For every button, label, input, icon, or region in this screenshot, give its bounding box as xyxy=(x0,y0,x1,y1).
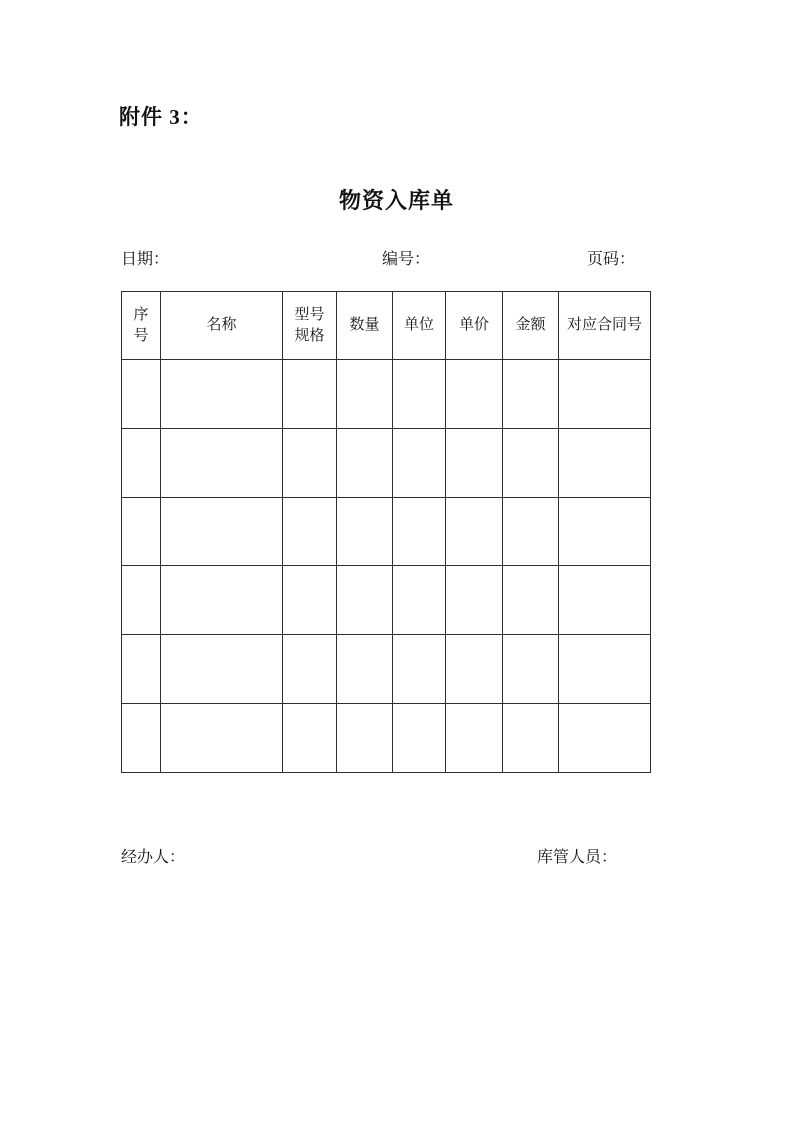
entry-table-header xyxy=(122,292,651,360)
number-label: 编号： xyxy=(382,251,431,268)
table-cell xyxy=(283,428,337,497)
table-cell xyxy=(503,635,559,704)
table-row xyxy=(122,703,651,772)
header-cell-name: 名称 xyxy=(161,292,283,360)
table-cell xyxy=(122,360,161,429)
table-row xyxy=(122,566,651,635)
table-row xyxy=(122,360,651,429)
table-cell xyxy=(337,360,393,429)
table-cell xyxy=(503,566,559,635)
handler-label: 经办人： xyxy=(121,849,186,866)
page-number-label: 页码： xyxy=(587,251,636,268)
table-cell xyxy=(122,428,161,497)
table-cell xyxy=(337,428,393,497)
table-cell xyxy=(122,497,161,566)
header-cell-unit: 单位 xyxy=(393,292,446,360)
header-cell-unit-price: 单价 xyxy=(446,292,503,360)
table-row xyxy=(122,497,651,566)
table-cell xyxy=(446,428,503,497)
date-label: 日期： xyxy=(121,251,170,268)
table-cell xyxy=(503,360,559,429)
table-cell xyxy=(559,360,651,429)
table-cell xyxy=(559,428,651,497)
table-cell xyxy=(161,360,283,429)
table-cell xyxy=(446,566,503,635)
table-cell xyxy=(161,497,283,566)
table-cell xyxy=(283,497,337,566)
table-cell xyxy=(283,703,337,772)
table-cell xyxy=(559,497,651,566)
table-cell xyxy=(161,428,283,497)
table-cell xyxy=(122,635,161,704)
table-header-row xyxy=(122,292,651,360)
footer-row xyxy=(0,844,793,868)
table-cell xyxy=(559,566,651,635)
header-cell-model-spec: 型号规格 xyxy=(283,292,337,360)
table-cell xyxy=(337,635,393,704)
table-cell xyxy=(446,497,503,566)
table-cell xyxy=(559,635,651,704)
table-cell xyxy=(337,497,393,566)
header-cell-amount: 金额 xyxy=(503,292,559,360)
table-cell xyxy=(283,360,337,429)
table-cell xyxy=(503,428,559,497)
table-cell xyxy=(393,635,446,704)
table-cell xyxy=(503,497,559,566)
entry-table-body xyxy=(122,360,651,773)
table-cell xyxy=(161,703,283,772)
table-cell xyxy=(393,703,446,772)
header-cell-quantity: 数量 xyxy=(337,292,393,360)
table-cell xyxy=(161,566,283,635)
entry-table xyxy=(121,291,651,773)
table-cell xyxy=(559,703,651,772)
table-cell xyxy=(393,360,446,429)
table-cell xyxy=(503,703,559,772)
table-cell xyxy=(393,566,446,635)
header-cell-contract-number: 对应合同号 xyxy=(559,292,651,360)
table-cell xyxy=(283,566,337,635)
attachment-label: 附件 3： xyxy=(119,105,203,129)
meta-row xyxy=(0,246,793,270)
warehouse-keeper-label: 库管人员： xyxy=(537,849,618,866)
table-cell xyxy=(393,428,446,497)
page-title: 物资入库单 xyxy=(338,188,454,213)
table-cell xyxy=(446,703,503,772)
table-cell xyxy=(446,360,503,429)
table-cell xyxy=(337,566,393,635)
table-cell xyxy=(337,703,393,772)
table-row xyxy=(122,428,651,497)
header-cell-serial: 序号 xyxy=(122,292,161,360)
table-cell xyxy=(161,635,283,704)
table-cell xyxy=(122,566,161,635)
table-row xyxy=(122,635,651,704)
table-cell xyxy=(393,497,446,566)
table-cell xyxy=(283,635,337,704)
table-cell xyxy=(122,703,161,772)
table-cell xyxy=(446,635,503,704)
